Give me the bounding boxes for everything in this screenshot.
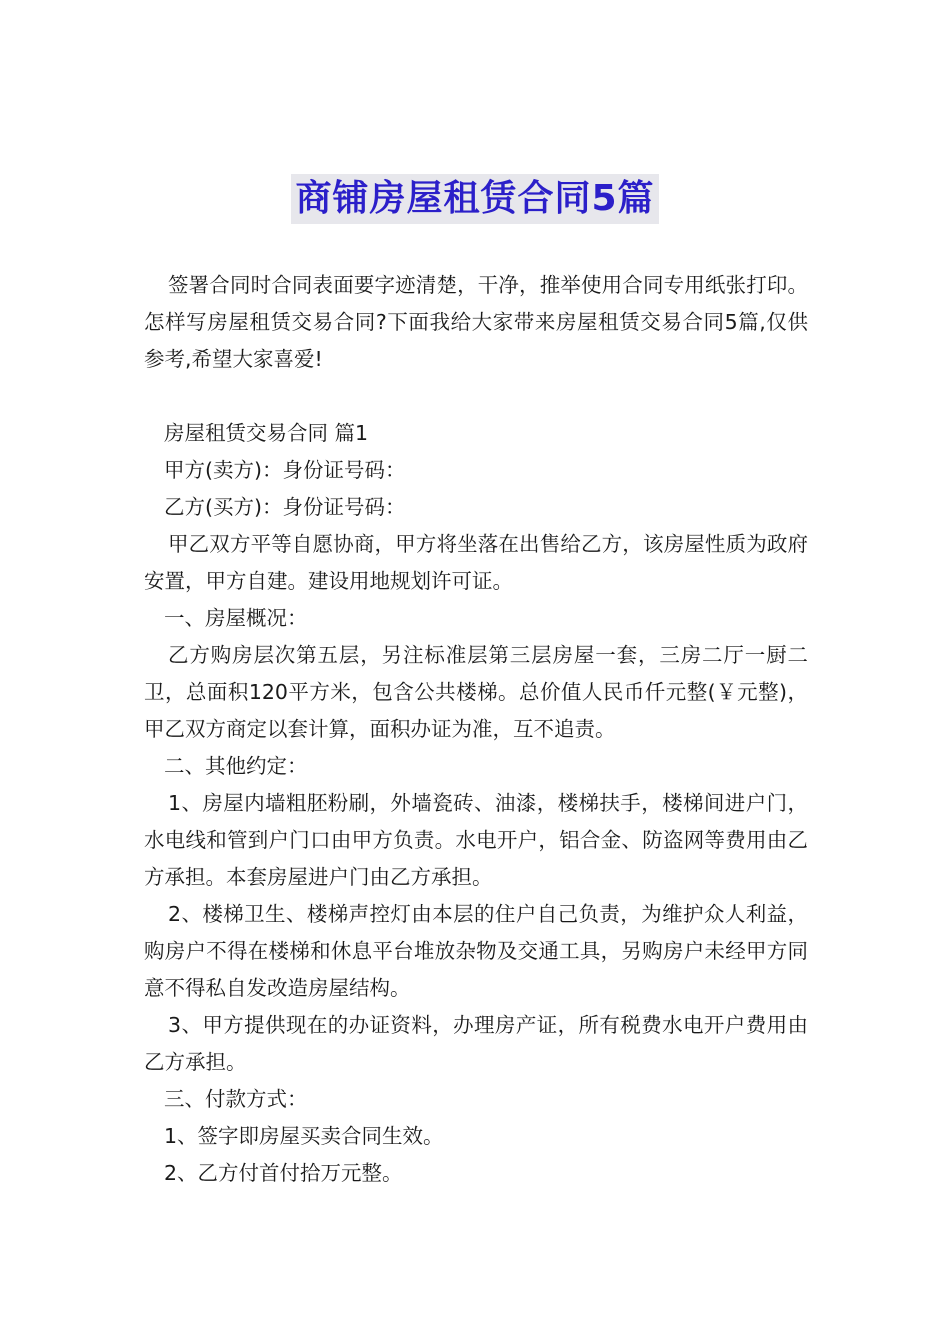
party-a-line: 甲方(卖方)：身份证号码： [164,458,406,482]
other-terms-item-3: 3、甲方提供现在的办证资料，办理房产证，所有税费水电开户费用由乙方承担。 [144,1013,808,1074]
property-overview-paragraph: 乙方购房层次第五层，另注标准层第三层房屋一套，三房二厅一厨二卫，总面积120平方米，包含公共楼梯。总价值人民币仟元整(￥元整)，甲乙双方商定以套计算，面积办证为准，互不追责。 [144,643,808,741]
party-b-line: 乙方(买方)：身份证号码： [164,495,406,519]
section-heading: 房屋租赁交易合同 篇1 [164,421,369,445]
clause-heading-1: 一、房屋概况： [164,606,308,630]
payment-item-1: 1、签字即房屋买卖合同生效。 [164,1124,444,1148]
contract-body [144,415,808,1192]
intro-paragraph: 签署合同时合同表面要字迹清楚，干净，推举使用合同专用纸张打印。怎样写房屋租赁交易合同?下面我给大家带来房屋租赁交易合同5篇,仅供参考,希望大家喜爱! [144,273,808,371]
title-container [0,174,950,224]
intro-block [144,267,808,378]
clause-heading-2: 二、其他约定： [164,754,308,778]
payment-item-2: 2、乙方付首付拾万元整。 [164,1161,403,1185]
other-terms-item-1: 1、房屋内墙粗胚粉刷，外墙瓷砖、油漆，楼梯扶手，楼梯间进户门，水电线和管到户门口由甲方负责。水电开户，铝合金、防盗网等费用由乙方承担。本套房屋进户门由乙方承担。 [144,791,808,889]
other-terms-item-2: 2、楼梯卫生、楼梯声控灯由本层的住户自己负责，为维护众人利益，购房户不得在楼梯和休息平台堆放杂物及交通工具，另购房户未经甲方同意不得私自发改造房屋结构。 [144,902,808,1000]
document-title: 商铺房屋租赁合同5篇 [291,174,658,224]
clause-heading-3: 三、付款方式： [164,1087,308,1111]
agreement-paragraph: 甲乙双方平等自愿协商，甲方将坐落在出售给乙方，该房屋性质为政府安置，甲方自建。建设用地规划许可证。 [144,532,808,593]
